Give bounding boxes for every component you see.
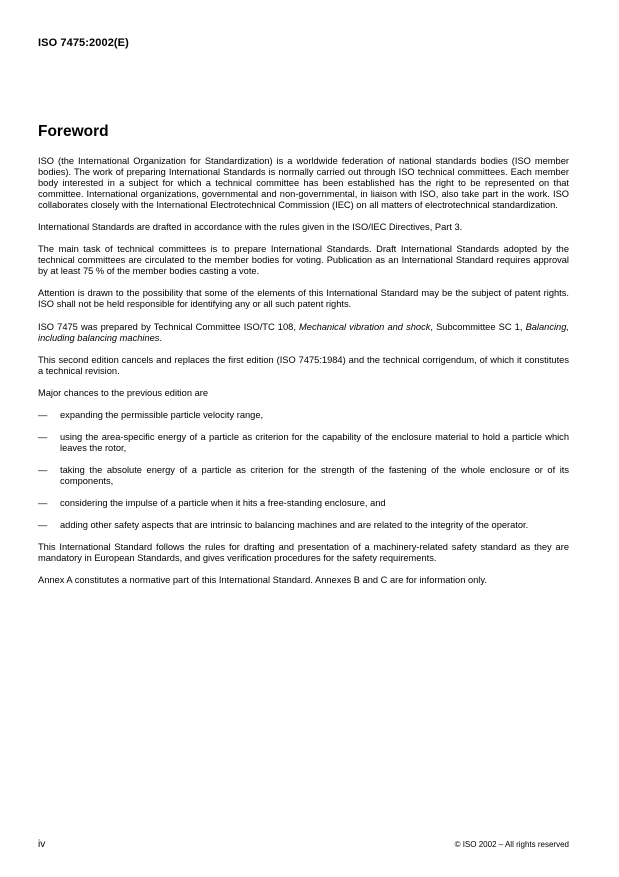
dash-marker: —: [38, 409, 48, 420]
dash-marker: —: [38, 464, 48, 475]
dash-marker: —: [38, 431, 48, 442]
list-item: [38, 465, 569, 487]
list-item-text: using the area-specific energy of a particle as criterion for the capability of the enclosure material to hold a particle which leaves the rotor,: [60, 431, 569, 453]
paragraph-technical-committees: The main task of technical committees is to prepare International Standards. Draft International Standards adopted by the technical committees are circulated to the member bodies for voting. Publication as an International Standard requires approval by at least 75 % of the member bodies casting a vote.: [38, 244, 569, 277]
subcommittee-name: Balancing, including balancing machines: [38, 321, 569, 343]
committee-name: Mechanical vibration and shock: [299, 321, 431, 332]
foreword-body: [38, 156, 569, 597]
dash-marker: —: [38, 520, 48, 531]
list-item: [38, 498, 569, 509]
paragraph-major-changes-intro: Major chances to the previous edition are: [38, 387, 209, 398]
paragraph-iso-description: ISO (the International Organization for Standardization) is a worldwide federation of national standards bodies (ISO member bodies). The work of preparing International Standards is normally carried out through ISO technical committees. Each member body interested in a subject for which a technical committee has been established has the right to be represented on that committee. International organizations, governmental and non-governmental, in liaison with ISO, also take part in the work. ISO collaborates closely with the International Electrotechnical Commission (IEC) on all matters of electrotechnical standardization.: [38, 156, 569, 211]
prepared-by-text-1: ISO 7475 was prepared by Technical Committee ISO/TC 108,: [38, 321, 300, 332]
prepared-by-text-2: , Subcommittee SC 1,: [430, 321, 526, 332]
dash-marker: —: [38, 497, 48, 508]
paragraph-safety-standard: This International Standard follows the rules for drafting and presentation of a machinery-related safety standard as they are mandatory in European Standards, and gives verification procedures for the safety requirements.: [38, 542, 569, 564]
prepared-by-text-3: .: [159, 332, 163, 343]
page-number: iv: [38, 839, 46, 850]
paragraph-patent-rights: Attention is drawn to the possibility that some of the elements of this International Standard may be the subject of patent rights. ISO shall not be held responsible for identifying any or all such patent rights.: [38, 288, 569, 310]
list-item-text: adding other safety aspects that are intrinsic to balancing machines and are related to the integrity of the operator.: [60, 520, 529, 531]
list-item: [38, 410, 569, 421]
document-id-header: ISO 7475:2002(E): [38, 37, 129, 49]
paragraph-prepared-by: [38, 322, 569, 344]
paragraph-directives: International Standards are drafted in accordance with the rules given in the ISO/IEC Directives, Part 3.: [38, 222, 463, 233]
list-item: [38, 520, 569, 531]
major-changes-list: [38, 410, 569, 531]
page-title: Foreword: [38, 123, 109, 140]
paragraph-annexes: Annex A constitutes a normative part of this International Standard. Annexes B and C are for information only.: [38, 575, 487, 586]
copyright-notice: © ISO 2002 – All rights reserved: [454, 840, 569, 849]
list-item-text: taking the absolute energy of a particle as criterion for the strength of the fastening of the whole enclosure or of its components,: [60, 464, 569, 486]
paragraph-edition: This second edition cancels and replaces the first edition (ISO 7475:1984) and the technical corrigendum, of which it constitutes a technical revision.: [38, 354, 569, 376]
list-item-text: considering the impulse of a particle when it hits a free-standing enclosure, and: [60, 497, 386, 508]
list-item-text: expanding the permissible particle velocity range,: [60, 409, 264, 420]
list-item: [38, 432, 569, 454]
